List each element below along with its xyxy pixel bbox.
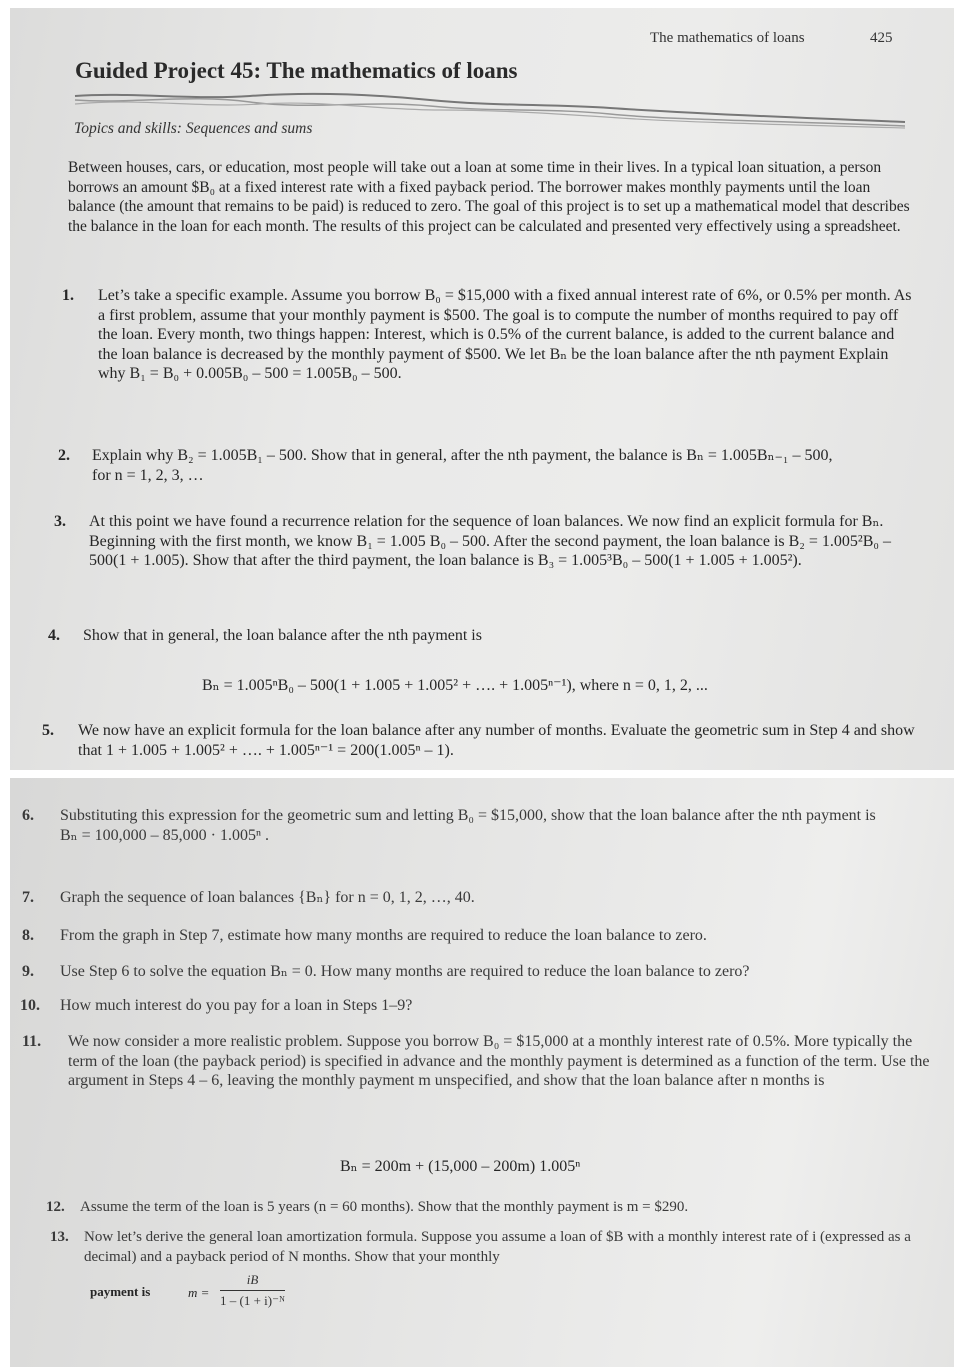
step13-lhs: m = xyxy=(188,1285,210,1300)
item-text: Now let’s derive the general loan amortization formula. Suppose you assume a loan of $B with a monthly interest rate of i (expressed as a decimal) and a payback period of N months. Show that your monthly xyxy=(84,1229,911,1265)
item-number: 1. xyxy=(62,287,74,304)
item-text: From the graph in Step 7, estimate how many months are required to reduce the loan balance to zero. xyxy=(60,927,707,944)
item-number: 4. xyxy=(48,627,60,644)
item-number: 10. xyxy=(20,997,40,1014)
page-photo-top xyxy=(10,8,954,770)
equation-step4: Bₙ = 1.005ⁿB₀ – 500(1 + 1.005 + 1.005² + …. + 1.005ⁿ⁻¹), where n = 0, 1, 2, ... xyxy=(202,677,708,694)
item-text: Show that in general, the loan balance after the nth payment is xyxy=(83,627,482,644)
item-number: 13. xyxy=(50,1229,69,1245)
item-number: 12. xyxy=(46,1199,65,1215)
item-text: Graph the sequence of loan balances {Bₙ} for n = 0, 1, 2, …, 40. xyxy=(60,889,475,906)
item-number: 6. xyxy=(22,807,34,824)
item-number: 2. xyxy=(58,447,70,464)
equation-step11: Bₙ = 200m + (15,000 – 200m) 1.005ⁿ xyxy=(340,1158,581,1175)
project-title: Guided Project 45: The mathematics of loans xyxy=(75,58,518,83)
item-number: 3. xyxy=(54,513,66,530)
intro-paragraph: Between houses, cars, or education, most people will take out a loan at some time in their lives. In a typical loan situation, a person borrows an amount $B₀ at a fixed interest rate with a fixed payback period. The borrower makes monthly payments until the loan balance (the amount that remains to be paid) is reduced to zero. The goal of this project is to set up a mathematical model that describes the balance in the loan for each month. The results of this project can be calculated and presented very effectively using a spreadsheet. xyxy=(68,159,910,235)
item-number: 9. xyxy=(22,963,34,980)
item-text: How much interest do you pay for a loan in Steps 1–9? xyxy=(60,997,413,1014)
item-text: We now consider a more realistic problem. Suppose you borrow B₀ = $15,000 at a monthly interest rate of 0.5%. More typically the term of the loan (the payback period) is specified in advance and the monthly payment is determined as a function of the term. Use the argument in Steps 4 – 6, leaving the monthly payment m unspecified, and show that the loan balance after n months is xyxy=(68,1033,930,1089)
running-header xyxy=(650,30,893,47)
item-number: 7. xyxy=(22,889,34,906)
item-text: Let’s take a specific example. Assume you borrow B₀ = $15,000 with a fixed annual interest rate of 6%, or 0.5% per month. As a first problem, assume that your monthly payment is $500. The goal is to compute the number of months required to pay off the loan. Every month, two things happen: Interest, which is 0.5% of the current balance, is added to the current balance and the loan balance is decreased by the monthly payment of $500. We let Bₙ be the loan balance after the nth payment Explain why B₁ = B₀ + 0.005B₀ – 500 = 1.005B₀ – 500. xyxy=(98,287,912,382)
item-text: Use Step 6 to solve the equation Bₙ = 0. How many months are required to reduce the loan balance to zero? xyxy=(60,963,750,980)
step13-payment-label: payment is xyxy=(90,1284,151,1299)
topics-and-skills: Topics and skills: Sequences and sums xyxy=(74,120,313,137)
item-number: 11. xyxy=(22,1033,42,1050)
running-title: The mathematics of loans xyxy=(650,30,805,46)
fraction-numerator: iB xyxy=(220,1272,285,1291)
page-photo-bottom xyxy=(10,778,954,1367)
page-number: 425 xyxy=(870,30,893,46)
item-text: Explain why B₂ = 1.005B₁ – 500. Show that in general, after the nth payment, the balance is Bₙ = 1.005Bₙ₋₁ – 500, for n = 1, 2, 3, … xyxy=(92,447,833,484)
item-text: Substituting this expression for the geometric sum and letting B₀ = $15,000, show that the loan balance after the nth payment is Bₙ = 100,000 – 85,000 · 1.005ⁿ . xyxy=(60,807,876,844)
item-text: At this point we have found a recurrence relation for the sequence of loan balances. We now find an explicit formula for Bₙ. Beginning with the first month, we know B₁ = 1.005 B₀ – 500. After the second payment, the loan balance is B₂ = 1.005²B₀ – 500(1 + 1.005). Show that after the third payment, the loan balance is B₃ = 1.005³B₀ – 500(1 + 1.005 + 1.005²). xyxy=(89,513,891,569)
item-number: 5. xyxy=(42,722,54,739)
amortization-fraction xyxy=(220,1272,285,1309)
fraction-denominator: 1 – (1 + i)⁻ᴺ xyxy=(220,1293,285,1308)
item-text: We now have an explicit formula for the loan balance after any number of months. Evaluate the geometric sum in Step 4 and show that 1 + 1.005 + 1.005² + …. + 1.005ⁿ⁻¹ = 200(1.005ⁿ – 1). xyxy=(78,722,915,759)
item-text: Assume the term of the loan is 5 years (n = 60 months). Show that the monthly payment is m = $290. xyxy=(80,1199,689,1215)
item-number: 8. xyxy=(22,927,34,944)
